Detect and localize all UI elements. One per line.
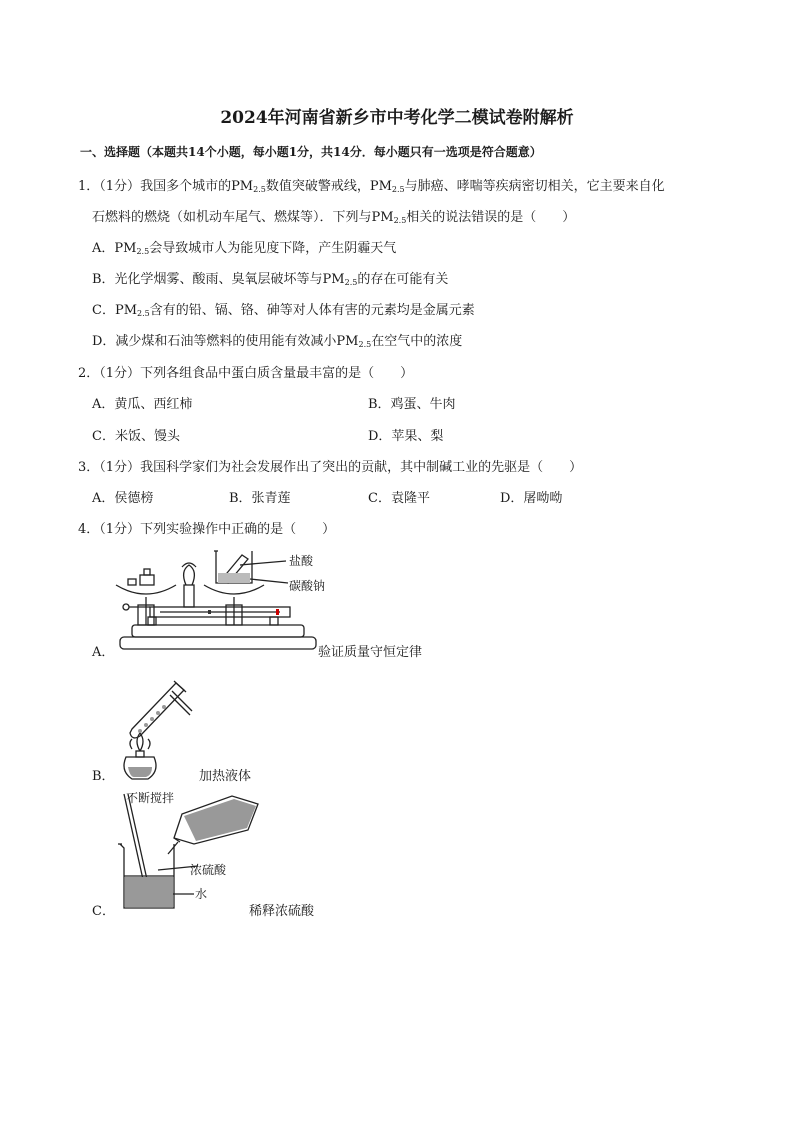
q2-stem <box>78 362 413 381</box>
q2-stem-text: 下列各组食品中蛋白质含量最丰富的是（ ） <box>140 366 414 381</box>
page-title: 2024年河南省新乡市中考化学二模试卷附解析 <box>220 108 574 128</box>
q4-stem-text: 下列实验操作中正确的是（ ） <box>140 522 336 537</box>
q1-subscript-2: 2.5 <box>391 185 405 194</box>
q1-subscript-3: 2.5 <box>393 216 407 225</box>
q4-stem <box>78 518 335 537</box>
q1-option-b-text-2: 的存在可能有关 <box>357 272 449 287</box>
q3-number: 3． <box>78 460 100 475</box>
q1-option-c-text: C．PM <box>92 303 138 318</box>
q3-option-c[interactable]: C．袁隆平 <box>368 491 430 506</box>
label-water: 水 <box>195 887 208 901</box>
q1-option-a-sub: 2.5 <box>136 247 150 256</box>
q1-number: 1． <box>78 179 100 194</box>
dilute-acid-diagram <box>108 790 278 915</box>
q4-option-a-caption: 验证质量守恒定律 <box>318 645 423 660</box>
q1-option-d-sub: 2.5 <box>358 340 372 349</box>
q2-option-d[interactable]: D．苹果、梨 <box>368 429 444 444</box>
q1-option-a-text-2: 会导致城市人为能见度下降，产生阴霾天气 <box>149 241 397 256</box>
q2-option-c[interactable]: C．米饭、馒头 <box>92 429 180 444</box>
q2-number: 2． <box>78 366 100 381</box>
q1-line-1 <box>78 175 665 194</box>
q2-option-b[interactable]: B．鸡蛋、牛肉 <box>368 397 456 412</box>
q1-stem-part-3: 与肺癌、哮喘等疾病密切相关，它主要来自化 <box>404 179 665 194</box>
q4-option-b-caption: 加热液体 <box>199 769 252 784</box>
q4-score: （1分） <box>99 522 141 537</box>
label-sodium-carbonate: 碳酸钠 <box>289 579 326 593</box>
q1-option-d[interactable] <box>92 330 462 349</box>
q1-score: （1分） <box>99 179 141 194</box>
q4-option-c-caption: 稀释浓硫酸 <box>249 904 315 919</box>
q3-option-d[interactable]: D．屠呦呦 <box>500 491 563 506</box>
q3-score: （1分） <box>99 460 141 475</box>
q1-option-b-text: B．光化学烟雾、酸雨、臭氧层破坏等与PM <box>92 272 345 287</box>
q3-stem <box>78 456 582 475</box>
q3-stem-text: 我国科学家们为社会发展作出了突出的贡献，其中制碱工业的先驱是（ ） <box>140 460 583 475</box>
q1-option-d-text: D．减少煤和石油等燃料的使用能有效减小PM <box>92 334 359 349</box>
q2-score: （1分） <box>99 366 141 381</box>
q1-option-a[interactable] <box>92 237 396 256</box>
q1-stem-part-5: 相关的说法错误的是（ ） <box>406 210 576 225</box>
label-keep-stirring: 不断搅拌 <box>126 791 175 805</box>
q1-stem-part-1: 我国多个城市的PM <box>140 179 254 194</box>
q1-option-c-text-2: 含有的铅、镉、铬、砷等对人体有害的元素均是金属元素 <box>149 303 475 318</box>
q2-option-a[interactable]: A．黄瓜、西红柿 <box>92 397 193 412</box>
q1-option-a-text: A．PM <box>92 241 137 256</box>
q1-option-b-sub: 2.5 <box>344 278 358 287</box>
heating-liquid-diagram <box>112 675 192 785</box>
q1-subscript-1: 2.5 <box>253 185 266 194</box>
q4-option-b[interactable]: B． <box>92 769 115 784</box>
q3-option-a[interactable]: A．侯德榜 <box>92 491 154 506</box>
q4-option-a[interactable]: A． <box>92 645 115 660</box>
q1-option-b[interactable] <box>92 268 448 287</box>
q1-option-c-sub: 2.5 <box>137 309 150 318</box>
q1-line-2 <box>92 206 575 225</box>
label-hydrochloric-acid: 盐酸 <box>289 554 314 568</box>
q4-option-c[interactable]: C． <box>92 904 115 919</box>
q3-option-b[interactable]: B．张青莲 <box>229 491 291 506</box>
label-concentrated-sulfuric-acid: 浓硫酸 <box>190 863 227 877</box>
q1-stem-part-2: 数值突破警戒线，PM <box>265 179 392 194</box>
section-heading: 一、选择题（本题共14个小题，每小题1分，共14分．每小题只有一选项是符合题意） <box>80 145 542 159</box>
q4-number: 4． <box>78 522 100 537</box>
q1-option-d-text-2: 在空气中的浓度 <box>371 334 463 349</box>
q1-stem-part-4: 石燃料的燃烧（如机动车尾气、燃煤等）．下列与PM <box>92 210 394 225</box>
q1-option-c[interactable] <box>92 299 475 318</box>
